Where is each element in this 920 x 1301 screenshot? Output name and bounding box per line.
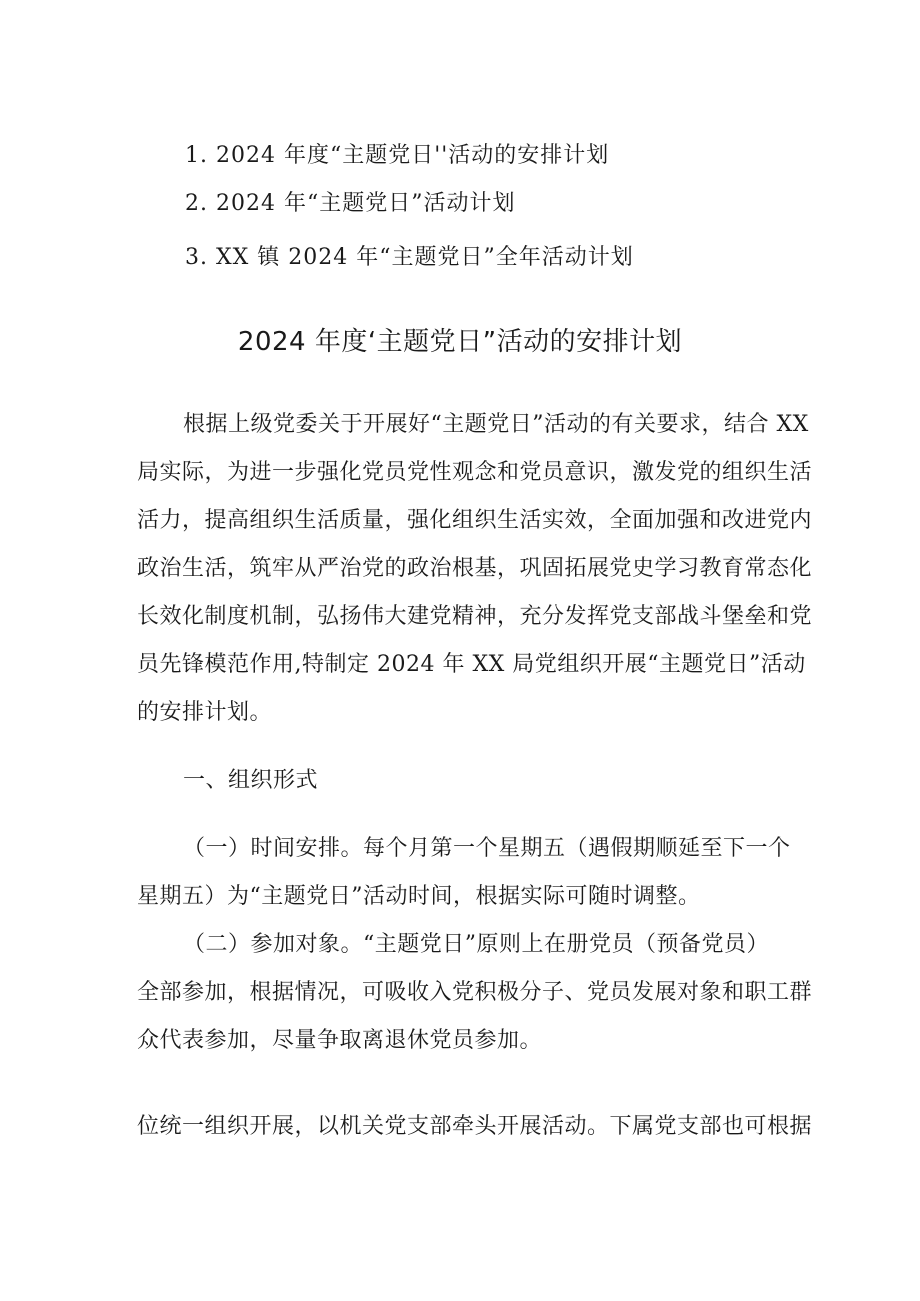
paragraph-line: 星期五）为“主题党日”活动时间，根据实际可随时调整。 [137, 884, 701, 909]
paragraph-line: 全部参加，根据情况，可吸收入党积极分子、党员发展对象和职工群 [137, 980, 813, 1005]
paragraph-line: 根据上级党委关于开展好“主题党日”活动的有关要求，结合 XX [183, 412, 809, 437]
paragraph-line: （一）时间安排。每个月第一个星期五（遇假期顺延至下一个 [183, 836, 791, 861]
toc-item-1: 1. 2024 年度“主题党日''活动的安排计划 [185, 143, 610, 168]
paragraph-line: 位统一组织开展，以机关党支部牵头开展活动。下属党支部也可根据 [137, 1114, 813, 1139]
toc-item-3: 3. XX 镇 2024 年“主题党日”全年活动计划 [185, 245, 634, 270]
toc-item-2: 2. 2024 年“主题党日”活动计划 [185, 191, 516, 216]
section-heading: 一、组织形式 [183, 768, 319, 793]
paragraph-line: 众代表参加，尽量争取离退休党员参加。 [137, 1028, 543, 1053]
page-title: 2024 年度‘主题党日”活动的安排计划 [237, 327, 683, 357]
paragraph-line: 局实际，为进一步强化党员党性观念和党员意识，激发党的组织生活 [137, 460, 813, 485]
paragraph-line: （二）参加对象。“主题党日”原则上在册党员（预备党员） [183, 932, 769, 957]
paragraph-line: 的安排计划。 [137, 700, 273, 725]
paragraph-line: 活力，提高组织生活质量，强化组织生活实效，全面加强和改进党内 [137, 508, 813, 533]
paragraph-line: 长效化制度机制，弘扬伟大建党精神，充分发挥党支部战斗堡垒和党 [137, 604, 813, 629]
paragraph-line: 员先锋模范作用,特制定 2024 年 XX 局党组织开展“主题党日”活动 [137, 652, 806, 677]
paragraph-line: 政治生活，筑牢从严治党的政治根基，巩固拓展党史学习教育常态化 [137, 556, 813, 581]
